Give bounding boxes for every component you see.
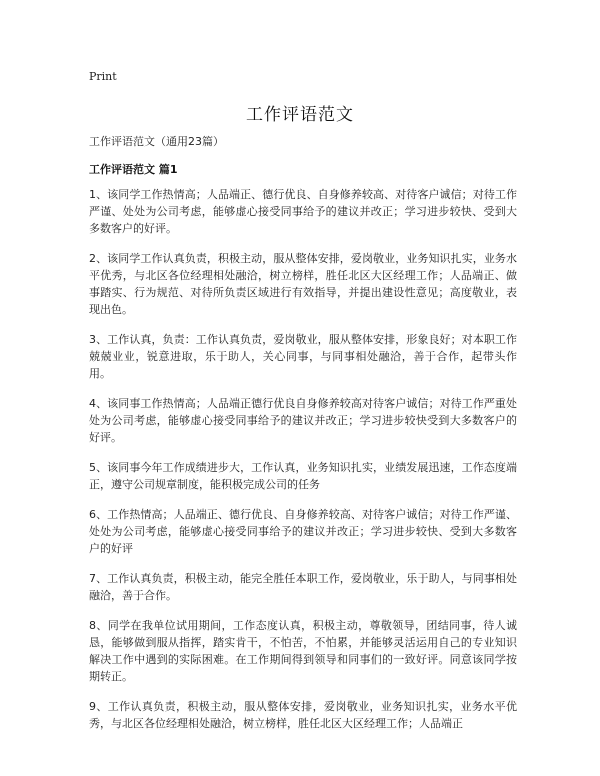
page-title: 工作评语范文: [246, 105, 354, 125]
section-heading: 工作评语范文 篇1: [89, 163, 178, 176]
paragraph-6: 6、工作热情高；人品端正、德行优良、自身修养较高、对待客户诚信；对待工作严谨、处处为公司考虑，能够虚心接受同事给予的建议并改正；学习进步较快、受到大多数客户的好评: [89, 508, 517, 555]
document-subtitle: 工作评语范文（通用23篇）: [89, 135, 224, 148]
paragraph-1: 1、该同学工作热情高；人品端正、德行优良、自身修养较高、对待客户诚信；对待工作严谨、处处为公司考虑，能够虚心接受同事给予的建议并改正；学习进步较快、受到大多数客户的好评。: [89, 188, 517, 235]
paragraph-8: 8、同学在我单位试用期间，工作态度认真，积极主动，尊敬领导，团结同事，待人诚恳，能够做到服从指挥，踏实肯干，不怕苦，不怕累，并能够灵活运用自己的专业知识解决工作中遇到的实际困难。在工作期间得到领导和同事们的一致好评。同意该同学按期转正。: [89, 619, 517, 683]
print-label: Print: [89, 70, 117, 83]
paragraph-5: 5、该同事今年工作成绩进步大，工作认真，业务知识扎实，业绩发展迅速，工作态度端正，遵守公司规章制度，能积极完成公司的任务: [89, 461, 517, 491]
paragraph-2: 2、该同学工作认真负责，积极主动，服从整体安排，爱岗敬业，业务知识扎实，业务水平优秀，与北区各位经理相处融洽，树立榜样，胜任北区大区经理工作；人品端正、做事踏实、行为规范、对待所负责区域进行有效指导，并提出建设性意见；高度敬业，表现出色。: [89, 252, 517, 316]
paragraph-7: 7、工作认真负责，积极主动，能完全胜任本职工作，爱岗敬业，乐于助人，与同事相处融洽，善于合作。: [89, 572, 517, 602]
paragraph-9: 9、工作认真负责，积极主动，服从整体安排，爱岗敬业，业务知识扎实，业务水平优秀，与北区各位经理相处融洽，树立榜样，胜任北区大区经理工作；人品端正: [89, 700, 517, 730]
paragraph-list: [89, 186, 517, 745]
paragraph-4: 4、该同事工作热情高；人品端正德行优良自身修养较高对待客户诚信；对待工作严重处处为公司考虑，能够虚心接受同事给予的建议并改正；学习进步较快受到大多数客户的好评。: [89, 397, 517, 444]
paragraph-3: 3、工作认真，负责：工作认真负责，爱岗敬业，服从整体安排，形象良好；对本职工作兢兢业业，锐意进取，乐于助人，关心同事，与同事相处融洽，善于合作，起带头作用。: [89, 333, 517, 380]
